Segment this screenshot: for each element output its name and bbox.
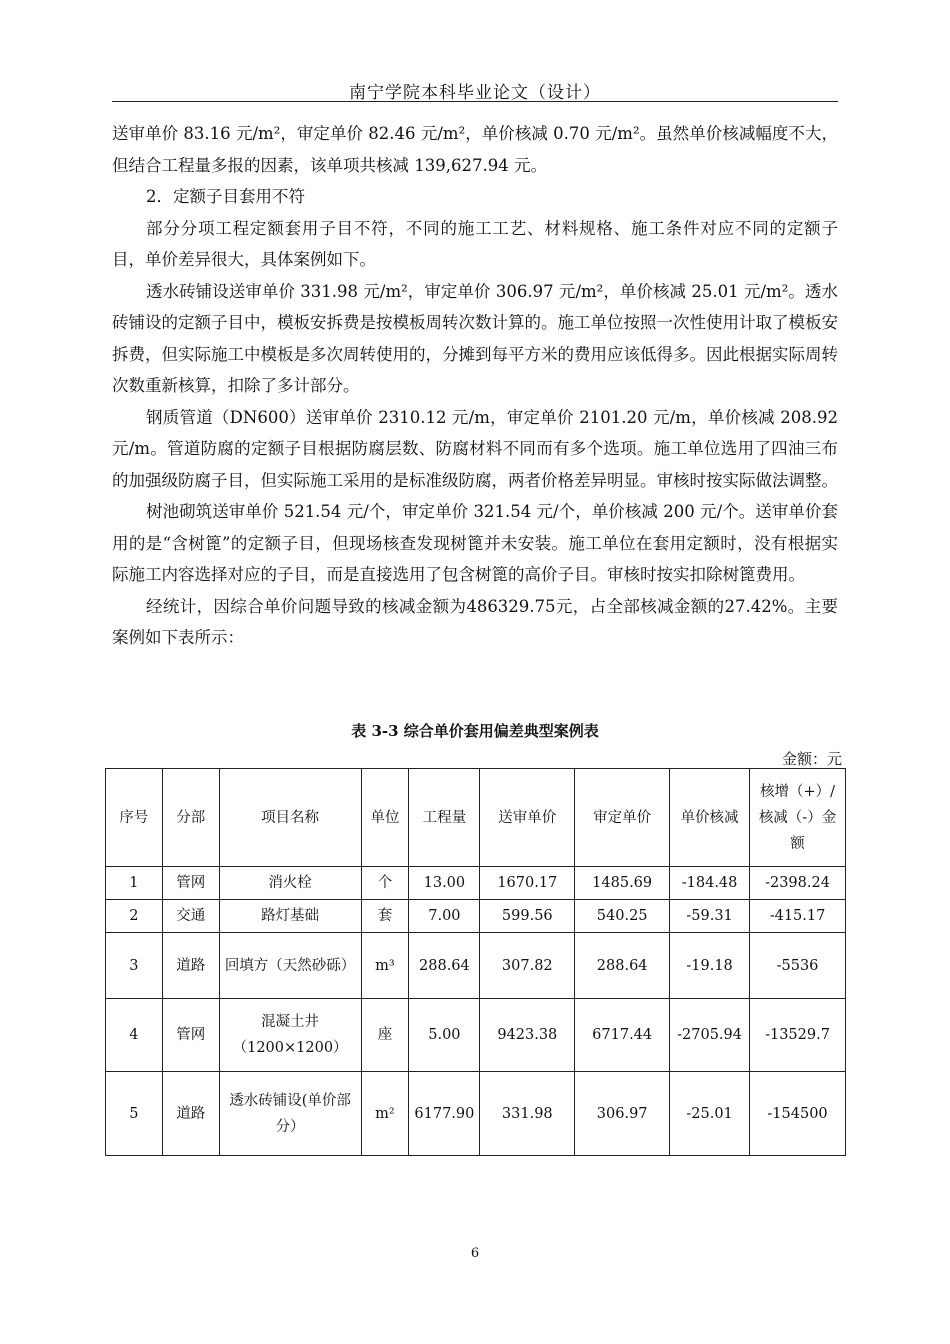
table-cell: -2398.24	[750, 867, 846, 900]
table-unit-note: 金额：元	[781, 750, 842, 768]
table-cell: -13529.7	[750, 999, 846, 1072]
body-text	[112, 118, 838, 654]
table-cell: -2705.94	[670, 999, 750, 1072]
table-cell: 2	[106, 900, 163, 933]
table-cell: -184.48	[670, 867, 750, 900]
table-cell: 1	[106, 867, 163, 900]
paragraph: 透水砖铺设送审单价 331.98 元/m²，审定单价 306.97 元/m²，单价核减 25.01 元/m²。透水砖铺设的定额子目中，模板安拆费是按模板周转次数计算的。施工单位按照一次性使用计取了模板安拆费，但实际施工中模板是多次周转使用的，分摊到每平方米的费用应该低得多。因此根据实际周转次数重新核算，扣除了多计部分。	[112, 281, 838, 395]
table-row	[106, 900, 846, 933]
column-header: 项目名称	[219, 769, 361, 867]
column-header: 单价核减	[670, 769, 750, 867]
table-cell: -25.01	[670, 1072, 750, 1156]
page-header-title: 南宁学院本科毕业论文（设计）	[349, 83, 601, 103]
table-cell: 599.56	[480, 900, 575, 933]
table-cell: 331.98	[480, 1072, 575, 1156]
table-cell: m³	[361, 933, 409, 999]
table-cell: 消火栓	[219, 867, 361, 900]
column-header: 序号	[106, 769, 163, 867]
table-header-row	[106, 769, 846, 867]
table-cell: 道路	[162, 1072, 219, 1156]
table-cell: 套	[361, 900, 409, 933]
table-cell: -154500	[750, 1072, 846, 1156]
table-cell: 13.00	[409, 867, 480, 900]
table-cell: 管网	[162, 999, 219, 1072]
table-row	[106, 867, 846, 900]
table-cell: 座	[361, 999, 409, 1072]
table-cell: 5	[106, 1072, 163, 1156]
table-cell: 透水砖铺设(单价部分）	[219, 1072, 361, 1156]
table-cell: 管网	[162, 867, 219, 900]
table-cell: 路灯基础	[219, 900, 361, 933]
column-header: 分部	[162, 769, 219, 867]
table-cell: 4	[106, 999, 163, 1072]
table-cell: -19.18	[670, 933, 750, 999]
table-cell: 7.00	[409, 900, 480, 933]
paragraph: 经统计，因综合单价问题导致的核减金额为486329.75元，占全部核减金额的27.42%。主要案例如下表所示：	[112, 596, 838, 647]
table-row	[106, 933, 846, 999]
table-cell: 1670.17	[480, 867, 575, 900]
header-divider	[112, 101, 838, 102]
table-cell: 306.97	[575, 1072, 670, 1156]
table-cell: 6177.90	[409, 1072, 480, 1156]
paragraph: 钢质管道（DN600）送审单价 2310.12 元/m，审定单价 2101.20 元/m，单价核减 208.92 元/m。管道防腐的定额子目根据防腐层数、防腐材料不同而有多个选项。施工单位选用了四油三布的加强级防腐子目，但实际施工采用的是标准级防腐，两者价格差异明显。审核时按实际做法调整。	[112, 407, 838, 490]
paragraph: 送审单价 83.16 元/m²，审定单价 82.46 元/m²，单价核减 0.70 元/m²。虽然单价核减幅度不大，但结合工程量多报的因素，该单项共核减 139,627.94 元。	[112, 124, 838, 175]
column-header: 工程量	[409, 769, 480, 867]
case-table	[105, 768, 846, 1156]
paragraph: 部分分项工程定额套用子目不符，不同的施工工艺、材料规格、施工条件对应不同的定额子目，单价差异很大，具体案例如下。	[112, 218, 838, 269]
table-row	[106, 999, 846, 1072]
table-cell: -59.31	[670, 900, 750, 933]
paragraph: 树池砌筑送审单价 521.54 元/个，审定单价 321.54 元/个，单价核减 200 元/个。送审单价套用的是“含树篦”的定额子目，但现场核查发现树篦并未安装。施工单位在套用定额时，没有根据实际施工内容选择对应的子目，而是直接选用了包含树篦的高价子目。审核时按实扣除树篦费用。	[112, 502, 838, 584]
table-cell: 交通	[162, 900, 219, 933]
table-cell: 1485.69	[575, 867, 670, 900]
table-cell: 回填方（天然砂砾）	[219, 933, 361, 999]
table-caption: 表 3-3 综合单价套用偏差典型案例表	[351, 722, 599, 740]
page-number: 6	[470, 1246, 480, 1261]
table-row	[106, 1072, 846, 1156]
table-cell: 道路	[162, 933, 219, 999]
table-cell: -5536	[750, 933, 846, 999]
table-cell: 288.64	[575, 933, 670, 999]
table-cell: 3	[106, 933, 163, 999]
table-cell: -415.17	[750, 900, 846, 933]
table-cell: 540.25	[575, 900, 670, 933]
table-cell: 6717.44	[575, 999, 670, 1072]
column-header: 核增（+）/核减（-）金额	[750, 769, 846, 867]
column-header: 单位	[361, 769, 409, 867]
table-cell: 个	[361, 867, 409, 900]
table-cell: 307.82	[480, 933, 575, 999]
column-header: 审定单价	[575, 769, 670, 867]
column-header: 送审单价	[480, 769, 575, 867]
table-cell: 5.00	[409, 999, 480, 1072]
table-cell: m²	[361, 1072, 409, 1156]
table-cell: 288.64	[409, 933, 480, 999]
table-cell: 混凝土井（1200×1200）	[219, 999, 361, 1072]
section-heading: 2．定额子目套用不符	[146, 187, 305, 206]
table-cell: 9423.38	[480, 999, 575, 1072]
